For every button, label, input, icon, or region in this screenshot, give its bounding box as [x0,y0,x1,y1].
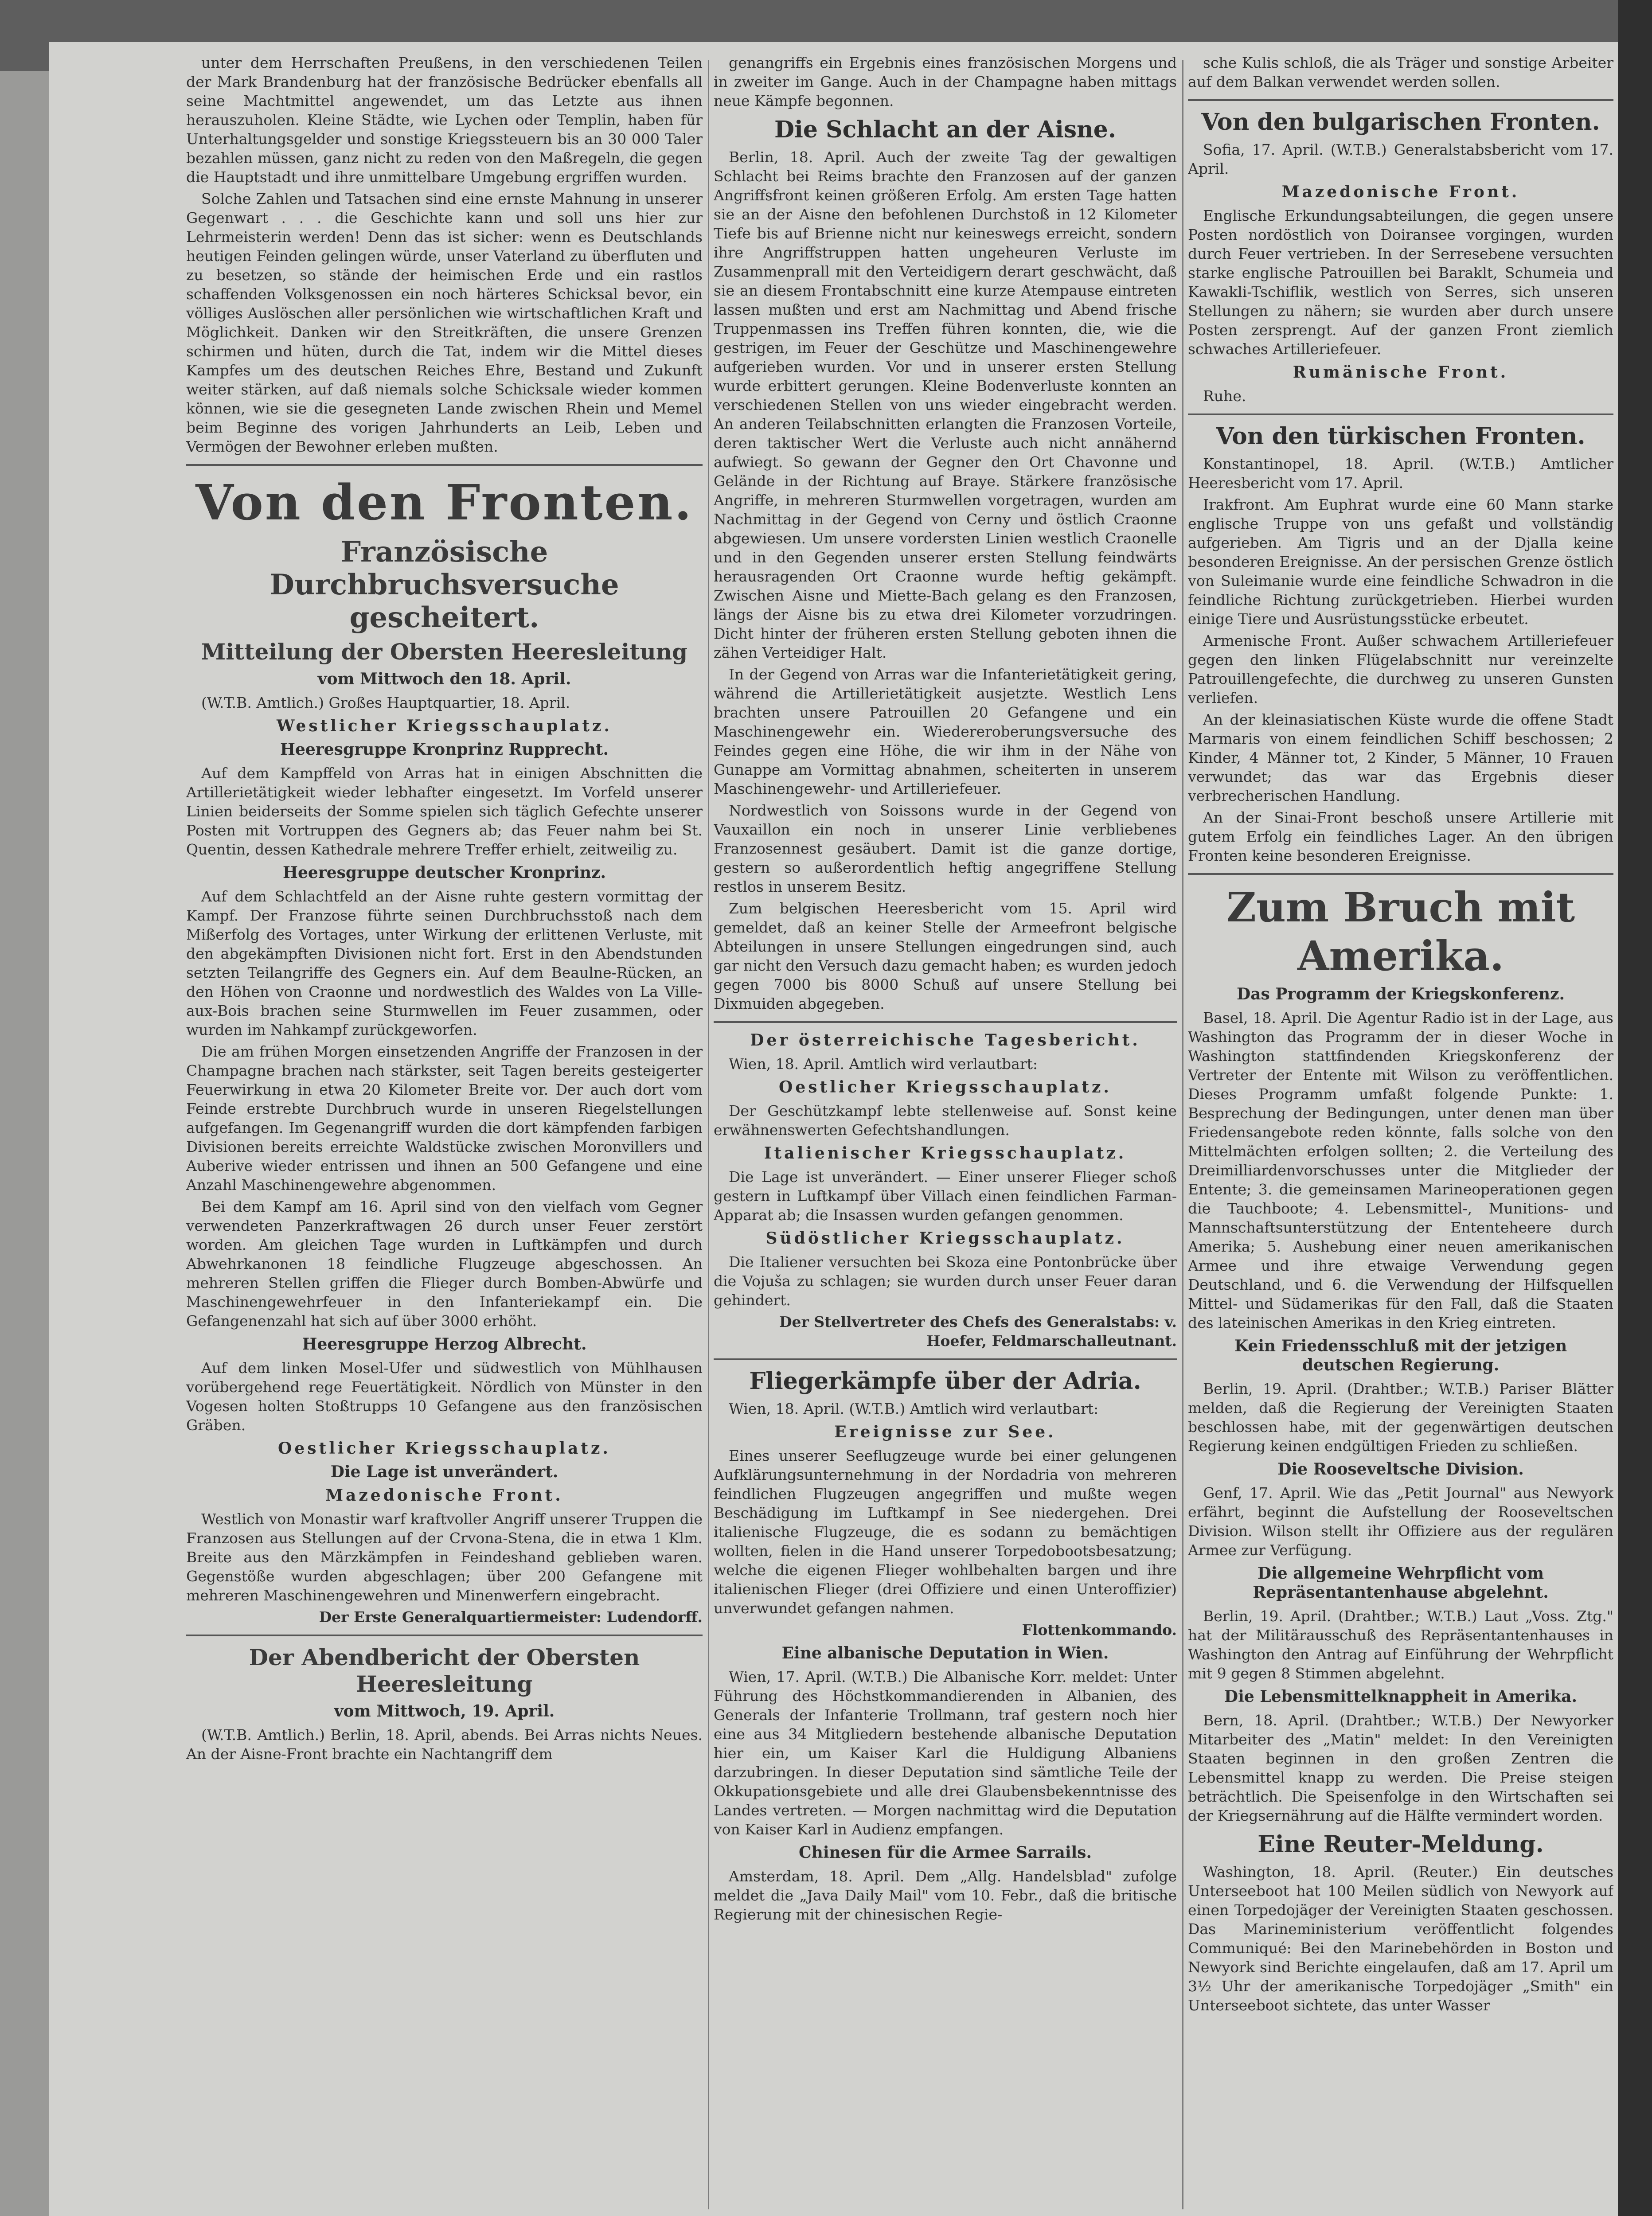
article-paragraph: Wien, 17. April. (W.T.B.) Die Albanische Korr. meldet: Unter Führung des Höchstkommandierenden in Albanien, des Generals der Infanterie Trollmann, traf gestern noch hier eine aus 34 Mitgliedern bestehende albanische Deputation hier ein, um Kaiser Karl die Huldigung Albaniens darzubringen. In dieser Deputation sind sämtliche Teile der Okkupationsgebiete und alle drei Glaubensbekenntnisse des Landes vertreten. — Morgen nachmittag wird die Deputation von Kaiser Karl in Audienz empfangen. [714,1668,1177,1838]
signature: Der Stellvertreter des Chefs des Generalstabs: v. Hoefer, Feldmarschalleutnant. [779,1313,1177,1350]
theater-heading: Ereignisse zur See. [834,1423,1056,1441]
section-title: Von den Fronten. [195,474,693,531]
army-group-heading: Heeresgruppe Herzog Albrecht. [302,1335,587,1354]
headline: Fliegerkämpfe über der Adria. [749,1368,1141,1395]
dateline: vom Mittwoch den 18. April. [317,670,571,688]
article-paragraph: Berlin, 18. April. Auch der zweite Tag der gewaltigen Schlacht bei Reims brachte den Franzosen auf der ganzen Angriffsfront keinen größeren Erfolg. Am ersten Tage hatten sie an der Aisne den befohlenen Durchstoß in 12 Kilometer Tiefe bis auf Brienne nicht nur keineswegs erreicht, sondern ihre Angriffstruppen hatten ungeheuren Verluste im Zusammenprall mit den Verteidigern derart geschwächt, daß sie an diesem Frontabschnitt eine kurze Atempause eintreten lassen mußten und erst am Nachmittag und Abend frische Truppenmassen ins Treffen führen konnten, die, wie die gestrigen, im Feuer der Geschütze und Maschinengewehre aufgerieben wurden. Vor und in unserer ersten Stellung wurde erbittert gerungen. Kleine Bodenverluste konnten an verschiedenen Stellen von uns wieder eingebracht werden. An anderen Teilabschnitten erlangten die Franzosen Vorteile, deren taktischer Wert die Verluste auch nicht annähernd aufwiegt. So gewann der Gegner den Ort Chavonne und Gelände in der Richtung auf Braye. Stärkere französische Angriffe, in mehreren Sturmwellen vorgetragen, wurden am Nachmittag in der Gegend von Cerny und östlich Craonne abgewiesen. Um unsere vordersten Linien westlich Craonelle und in den Gegenden unserer ersten Stellung feindwärts herausragenden Ort Craonne wurde heftig gekämpft. Zwischen Aisne und Miette-Bach gelang es den Franzosen, längs der Aisne bis zu etwa drei Kilometer vorzudringen. Dicht hinter der früheren ersten Stellung geboten ihnen die zähen Verteidiger Halt. [714,148,1177,661]
article-paragraph: Auf dem Kampffeld von Arras hat in einigen Abschnitten die Artillerietätigkeit wieder lebhafter eingesetzt. Im Vorfeld unserer Linien beiderseits der Somme spielen sich täglich Gefechte unserer Posten mit Vortruppen des Gegners ab; das Feuer nahm bei St. Quentin, dessen Kathedrale mehrere Treffer erhielt, zeitweilig zu. [186,765,703,858]
article-paragraph: Die Lage ist unverändert. [330,1463,558,1481]
article-paragraph: Der Geschützkampf lebte stellenweise auf. Sonst keine erwähnenswerten Gefechtshandlungen. [714,1102,1177,1139]
subheadline: Der Abendbericht der Obersten Heeresleitung [249,1644,640,1697]
article-paragraph: In der Gegend von Arras war die Infanterietätigkeit gering, während die Artillerietätigkeit ausjetzte. Westlich Lens brachten unsere Patrouillen 20 Gefangene und ein Maschinengewehr ein. Wiedereroberungsversuche des Feindes gegen eine Höhe, die wir ihm in der Nähe von Gunappe am Vormittag abnahmen, scheiterten in unserem Maschinengewehr- und Artilleriefeuer. [714,666,1177,797]
news-heading: Das Programm der Kriegskonferenz. [1237,985,1565,1003]
article-paragraph: An der kleinasiatischen Küste wurde die offene Stadt Marmaris von einem feindlichen Schiff beschossen; 2 Kinder, 4 Männer tot, 2 Kinder, 5 Männer, 10 Frauen verwundet; das war das Ergebnis dieser verbrecherischen Handlung. [1188,711,1613,804]
theater-heading: Mazedonische Front. [325,1486,563,1505]
article-paragraph: Nordwestlich von Soissons wurde in der Gegend von Vauxaillon ein noch in unserer Linie verbliebenes Franzosennest gesäubert. Damit ist die ganze dortige, gestern so außerordentlich heftig angegriffene Stellung restlos in unserem Besitz. [714,802,1177,895]
article-paragraph: unter dem Herrschaften Preußens, in den verschiedenen Teilen der Mark Brandenburg hat der französische Bedrücker ebenfalls all seine Machtmittel angewendet, um das Letzte aus ihnen herauszuholen. Kleine Städte, wie Lychen oder Templin, haben für Unterhaltungsgelder und sonstige Kriegssteuern bis an 30 000 Taler bezahlen müssen, ganz nicht zu reden von den Maßregeln, die gegen die Hauptstadt und ihre unmittelbare Umgebung ergriffen wurden. [186,54,703,186]
article-paragraph: Genf, 17. April. Wie das „Petit Journal" aus Newyork erfährt, beginnt die Aufstellung der Rooseveltschen Division. Wilson stellt ihr Offiziere aus der regulären Armee zur Verfügung. [1188,1484,1613,1559]
article-paragraph: (W.T.B. Amtlich.) Berlin, 18. April, abends. Bei Arras nichts Neues. An der Aisne-Front brachte ein Nachtangriff dem [186,1726,703,1763]
section-title: Zum Bruch mit Amerika. [1226,883,1575,980]
section-rule [714,1021,1177,1023]
army-group-heading: Heeresgruppe Kronprinz Rupprecht. [280,740,609,759]
article-paragraph: Armenische Front. Außer schwachem Artilleriefeuer gegen den linken Flügelabschnitt nur vereinzelte Patrouillengefechte, die durchweg zu unseren Gunsten verliefen. [1188,632,1613,706]
headline: Eine Reuter-Meldung. [1258,1831,1544,1858]
news-heading: Die Lebensmittelknappheit in Amerika. [1224,1687,1578,1706]
page-shadow [1618,0,1652,2216]
theater-heading: Oestlicher Kriegsschauplatz. [278,1439,611,1458]
article-paragraph: Englische Erkundungsabteilungen, die gegen unsere Posten nordöstlich von Doiransee vorgingen, wurden durch Feuer vertrieben. In der Serresebene versuchten starke englische Patrouillen bei Baraklt, Schumeia und Kawakli-Tschiflik, westlich von Serres, sich unseren Stellungen zu nähern; sie wurden aber durch unsere Posten zersprengt. Auf der ganzen Front ziemlich schwaches Artilleriefeuer. [1188,207,1613,358]
article-paragraph: Bern, 18. April. (Drahtber.; W.T.B.) Der Newyorker Mitarbeiter des „Matin" meldet: In den Vereinigten Staaten beginnen in den großen Zentren die Lebensmittel knapp zu werden. Die Preise steigen beträchtlich. Die Speisenfolge in den Wirtschaften sei der Kriegsernährung auf die Hälfte vermindert worden. [1188,1712,1613,1824]
headline: Der österreichische Tagesbericht. [750,1031,1140,1049]
article-paragraph: Berlin, 19. April. (Drahtber.; W.T.B.) Laut „Voss. Ztg." hat der Militärausschuß des Repräsentantenhauses in Washington den Antrag auf Einführung der Wehrpflicht mit 9 gegen 8 Stimmen abgelehnt. [1188,1607,1613,1682]
theater-heading: Mazedonische Front. [1281,183,1520,201]
article-paragraph: Washington, 18. April. (Reuter.) Ein deutsches Unterseeboot hat 100 Meilen südlich von Newyork auf einen Torpedojäger der Vereinigten Staaten geschossen. Das Marineministerium veröffentlicht folgendes Communiqué: Bei den Marinebehörden in Boston und Newyork sind Berichte eingelaufen, daß am 17. April um 3½ Uhr der amerikanische Torpedojäger „Smith" ein Unterseeboot sichtete, das unter Wasser [1188,1863,1613,2014]
wire-line: Sofia, 17. April. (W.T.B.) Generalstabsbericht vom 17. April. [1188,141,1613,177]
signature: Der Erste Generalquartiermeister: Ludendorff. [319,1608,703,1626]
newspaper-page [49,42,1618,2216]
wire-line: Wien, 18. April. Amtlich wird verlautbart: [729,1055,1038,1073]
column-3 [1188,53,1613,2216]
column-rule-2 [1182,60,1183,2209]
news-heading: Die allgemeine Wehrpflicht vom Repräsentantenhause abgelehnt. [1253,1564,1549,1602]
article-paragraph: Bei dem Kampf am 16. April sind von den vielfach vom Gegner verwendeten Panzerkraftwagen 26 durch unser Feuer zerstört worden. Am gleichen Tage wurden in Luftkämpfen und durch Abwehrkanonen 18 feindliche Flugzeuge abgeschossen. An mehreren Stellen griffen die Flieger durch Bomben-Abwürfe und Maschinengewehrfeuer in den Infanteriekampf ein. Die Gefangenenzahl hat sich auf über 3000 erhöht. [186,1198,703,1330]
article-paragraph: Die Lage ist unverändert. — Einer unserer Flieger schoß gestern in Luftkampf über Villach einen feindlichen Farman-Apparat ab; die Insassen wurden gefangen genommen. [714,1168,1177,1224]
article-paragraph: Auf dem Schlachtfeld an der Aisne ruhte gestern vormittag der Kampf. Der Franzose führte seinen Durchbruchsstoß nach dem Mißerfolg des Vortages, unter Wirkung der erlittenen Verluste, mit den abgekämpften Divisionen nicht fort. Erst in den Abendstunden setzten Teilangriffe des Gegners ein. Auf dem Beaulne-Rücken, an den Höhen von Craonne und nordwestlich des Waldes von La Ville-aux-Bois brachen seine Sturmwellen im Feuer zusammen, oder wurden im Nahkampf zurückgeworfen. [186,888,703,1038]
headline: Von den bulgarischen Fronten. [1201,109,1600,136]
article-paragraph: Eines unserer Seeflugzeuge wurde bei einer gelungenen Aufklärungsunternehmung in der Nordadria von mehreren feindlichen Flugzeugen angegriffen und mußte wegen Beschädigung im Luftkampf in See niedergehen. Drei italienische Flugzeuge, die es sodann zu bemächtigen wollten, fielen in die Hand unserer Torpedobootsbesatzung; welche die eigenen Flieger wohlbehalten bargen und ihre italienischen Flieger (drei Offiziere und einen Unteroffizier) unverwundet gefangen nahmen. [714,1447,1177,1617]
wire-line: (W.T.B. Amtlich.) Großes Hauptquartier, 18. April. [201,694,570,711]
column-2 [714,53,1177,2216]
theater-heading: Südöstlicher Kriegsschauplatz. [765,1229,1125,1248]
dateline: vom Mittwoch, 19. April. [334,1702,555,1721]
news-heading: Die Rooseveltsche Division. [1277,1460,1524,1479]
article-paragraph: Auf dem linken Mosel-Ufer und südwestlich von Mühlhausen vorübergehend rege Feuertätigkeit. Nördlich von Münster in den Vogesen holten Stoßtrupps 10 Gefangene aus den französischen Gräben. [186,1359,703,1434]
news-heading: Chinesen für die Armee Sarrails. [799,1843,1092,1862]
news-heading: Eine albanische Deputation in Wien. [781,1644,1109,1662]
army-group-heading: Heeresgruppe deutscher Kronprinz. [282,863,606,882]
page-block-edges [0,71,49,2216]
article-paragraph: genangriffs ein Ergebnis eines französischen Morgens und in zweiter im Gange. Auch in der Champagne haben mittags neue Kämpfe begonnen. [714,54,1177,109]
wire-line: Wien, 18. April. (W.T.B.) Amtlich wird verlautbart: [729,1400,1099,1417]
headline: Die Schlacht an der Aisne. [774,116,1116,143]
article-paragraph: Basel, 18. April. Die Agentur Radio ist in der Lage, aus Washington das Programm der in dieser Woche in Washington stattfindenden Kriegskonferenz der Vertreter der Entente mit Wilson zu veröffentlichen. Dieses Programm umfaßt folgende Punkte: 1. Besprechung der Bedingungen, unter denen man über Friedensangebote reden könnte, falls solche von den Mittelmächten erfolgen sollten; 2. die Verteilung des Dreimilliardenvorschusses unter die Mitglieder der Entente; 3. die gemeinsamen Marineoperationen gegen die Tauchboote; 4. Lebensmittel-, Munitions- und Mannschaftsunterstützung der Ententeheere durch Amerika; 5. Aushebung einer neuen amerikanischen Armee und ihre etwaige Verwendung gegen Deutschland, und 6. die Verwendung der Hilfsquellen Mittel- und Südamerikas für den Fall, daß die Staaten des lateinischen Amerikas in den Krieg eintreten. [1188,1009,1613,1331]
section-rule [1188,414,1613,415]
headline: Von den türkischen Fronten. [1216,423,1586,450]
article-paragraph: Berlin, 19. April. (Drahtber.; W.T.B.) Pariser Blätter melden, daß die Regierung der Vereinigten Staaten beschlossen habe, mit der gegenwärtigen deutschen Regierung keinen endgültigen Frieden zu schließen. [1188,1380,1613,1455]
article-paragraph: Zum belgischen Heeresbericht vom 15. April wird gemeldet, daß an keiner Stelle der Armeefront belgische Abteilungen in unsere Stellungen eingedrungen sind, auch gar nicht den Versuch dazu gemacht haben; es wurden jedoch gegen 7000 bis 8000 Schuß auf unsere Stellung bei Dixmuiden abgegeben. [714,900,1177,1012]
headline: Französische Durchbruchsversuche gescheitert. [269,535,619,634]
article-paragraph: Ruhe. [1203,387,1246,405]
wire-line: Konstantinopel, 18. April. (W.T.B.) Amtlicher Heeresbericht vom 17. April. [1188,455,1613,492]
article-paragraph: sche Kulis schloß, die als Träger und sonstige Arbeiter auf dem Balkan verwendet werden sollen. [1188,54,1613,90]
signature: Flottenkommando. [1022,1621,1177,1639]
article-paragraph: Die Italiener versuchten bei Skoza eine Pontonbrücke über die Vojuša zu schlagen; sie wurden durch unser Feuer daran gehindert. [714,1253,1177,1309]
column-rule-1 [708,60,709,2209]
column-1 [186,53,703,2216]
section-rule [1188,873,1613,875]
article-paragraph: Solche Zahlen und Tatsachen sind eine ernste Mahnung in unserer Gegenwart . . . die Geschichte kann und soll uns hier zur Lehrmeisterin werden! Denn das ist sicher: wenn es Deutschlands heutigen Feinden gelingen würde, unser Vaterland zu überfluten und zu besetzen, so stände der heimischen Erde und ein rastlos schaffenden Volksgenossen ein noch härteres Schicksal bevor, ein völliges Auslöschen aller persönlichen wie wirtschaftlichen Kraft und Möglichkeit. Danken wir den Streitkräften, die unsere Grenzen schirmen und hüten, durch die Tat, indem wir die Mittel dieses Kampfes um des deutschen Reiches Ehre, Bestand und Zukunft weiter stärken, auf daß niemals solche Schicksale wieder kommen können, wie sie die gesegneten Lande zwischen Rhein und Memel beim Beginne des vorigen Jahrhunderts an Leib, Leben und Vermögen der Bewohner erleben mußten. [186,190,703,455]
article-paragraph: Irakfront. Am Euphrat wurde eine 60 Mann starke englische Truppe von uns gefaßt und vollständig aufgerieben. Am Tigris und an der Djalla keine besonderen Ereignisse. An der persischen Grenze östlich von Suleimanie wurde eine feindliche Schwadron in die feindliche Richtung zurückgetrieben. Hierbei wurden einige Tiere und Ausrüstungsstücke erbeutet. [1188,496,1613,628]
theater-heading: Italienischer Kriegsschauplatz. [764,1144,1127,1163]
theater-heading: Rumänische Front. [1293,363,1509,382]
section-rule [1188,99,1613,101]
theater-heading: Oestlicher Kriegsschauplatz. [779,1078,1112,1096]
article-paragraph: Westlich von Monastir warf kraftvoller Angriff unserer Truppen die Franzosen aus Stellungen auf der Crvona-Stena, die in etwa 1 Klm. Breite aus den Märzkämpfen in Feindeshand geblieben waren. Gegenstöße wurden abgeschlagen; über 200 Gefangene mit mehreren Maschinengewehren und Minenwerfern eingebracht. [186,1510,703,1604]
subheadline: Mitteilung der Obersten Heeresleitung [201,639,688,665]
news-heading: Kein Friedensschluß mit der jetzigen deutschen Regierung. [1234,1337,1567,1374]
section-rule [186,1635,703,1636]
section-rule [186,464,703,466]
article-paragraph: An der Sinai-Front beschoß unsere Artillerie mit gutem Erfolg ein feindliches Lager. An den übrigen Fronten keine besonderen Ereignisse. [1188,809,1613,864]
article-paragraph: Die am frühen Morgen einsetzenden Angriffe der Franzosen in der Champagne brachen nach stärkster, seit Tagen bereits gesteigerter Feuerwirkung in etwa 20 Kilometer Breite vor. Der auch dort vom Feinde erstrebte Durchbruch wurde in unseren Riegelstellungen aufgefangen. Im Gegenangriff wurden die dort kämpfenden farbigen Divisionen bereits erreichte Waldstücke zwischen Moronvillers und Auberive wieder entrissen und ihnen an 500 Gefangene und eine Anzahl Maschinengewehre abgenommen. [186,1043,703,1194]
theater-heading: Westlicher Kriegsschauplatz. [276,717,613,735]
section-rule [714,1358,1177,1360]
article-paragraph: Amsterdam, 18. April. Dem „Allg. Handelsblad" zufolge meldet die „Java Daily Mail" vom 10. Febr., daß die britische Regierung mit der chinesischen Regie- [714,1868,1177,1923]
